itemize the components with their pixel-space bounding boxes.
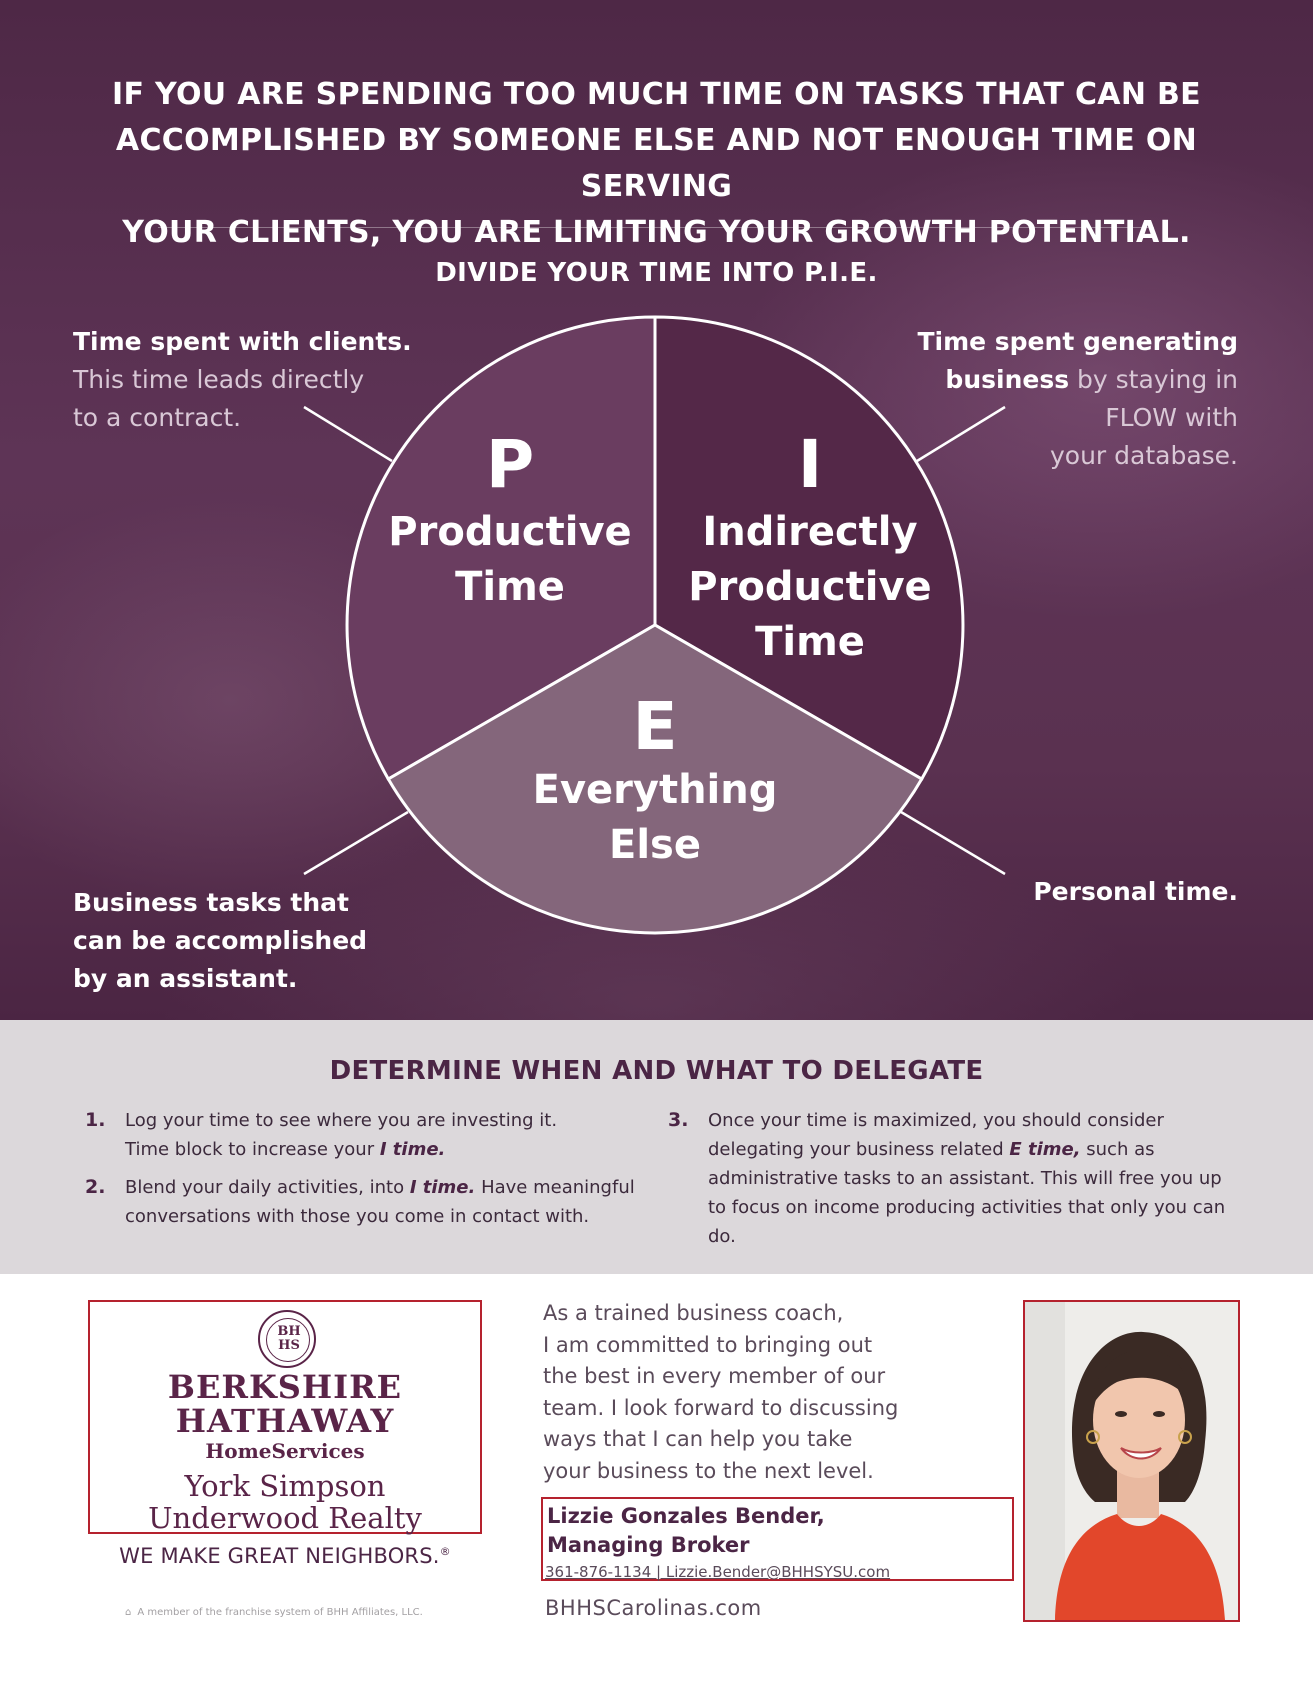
- step-2-text-a: Blend your daily activities, into: [125, 1177, 410, 1198]
- equal-housing-icon: ⌂: [125, 1607, 132, 1618]
- coach-statement: [543, 1298, 963, 1487]
- coach-line-3: the best in every member of our: [543, 1364, 886, 1388]
- step-3-text-b: such as administrative tasks to an assistant. This will free you up to focus on income producing activities that only you can do.: [708, 1139, 1226, 1247]
- brokerage-name: [90, 1470, 480, 1534]
- wedge-e-label: [515, 763, 795, 873]
- headline-line-2: ACCOMPLISHED BY SOMEONE ELSE AND NOT ENOUGH TIME ON SERVING: [115, 123, 1198, 204]
- step-1-text-b: Time block to increase your: [125, 1139, 380, 1160]
- contact-name: Lizzie Gonzales Bender,: [547, 1504, 825, 1528]
- brand-name-line-3: HomeServices: [205, 1439, 365, 1463]
- connector-bottom-left: [304, 812, 408, 874]
- note-bl-line-1: Business tasks that: [73, 888, 350, 917]
- wedge-p-label: [380, 505, 640, 615]
- note-indirect-line-3: your database.: [1049, 441, 1238, 470]
- note-indirect-line-2: FLOW with: [1105, 403, 1238, 432]
- franchise-note-text: A member of the franchise system of BHH Affiliates, LLC.: [137, 1607, 423, 1618]
- wedge-p-letter: P: [485, 426, 535, 503]
- delegate-title: DETERMINE WHEN AND WHAT TO DELEGATE: [329, 1056, 984, 1086]
- bhhs-seal-icon: [258, 1310, 316, 1368]
- connector-bottom-right: [901, 812, 1005, 874]
- step-2-emphasis: I time.: [409, 1177, 476, 1198]
- contact-title: Managing Broker: [547, 1533, 750, 1557]
- delegate-section: [0, 1020, 1313, 1274]
- delegate-step-3: [668, 1106, 1228, 1251]
- wedge-p-label-line-2: Time: [455, 564, 565, 610]
- tagline: [88, 1544, 482, 1568]
- note-bl-line-2: can be accomplished: [73, 926, 368, 955]
- note-indirect-tail: by staying in: [1069, 365, 1238, 394]
- wedge-e-label-line-2: Else: [609, 822, 701, 868]
- step-2-number: 2.: [85, 1176, 106, 1198]
- step-1-emphasis: I time.: [379, 1139, 446, 1160]
- note-everything-else-personal: [938, 873, 1238, 911]
- contact-name-block: [547, 1502, 825, 1560]
- brokerage-name-line-2: Underwood Realty: [148, 1501, 422, 1535]
- note-productive: [73, 323, 413, 437]
- headline-line-1: IF YOU ARE SPENDING TOO MUCH TIME ON TASKS THAT CAN BE: [112, 77, 1201, 112]
- step-1-line-b: [125, 1135, 645, 1164]
- website-link[interactable]: BHHSCarolinas.com: [545, 1596, 762, 1620]
- franchise-note: [125, 1607, 423, 1618]
- coach-line-4: team. I look forward to discussing: [543, 1395, 899, 1420]
- step-3-emphasis: E time,: [1009, 1139, 1081, 1160]
- note-productive-line-2: to a contract.: [73, 403, 242, 432]
- note-indirect-line-1: [878, 361, 1238, 399]
- step-2-text-b: Have meaningful conversations with those you come in contact with.: [125, 1177, 635, 1227]
- coach-line-5: ways that I can help you take: [543, 1427, 853, 1451]
- seal-text-line-2: HS: [278, 1338, 300, 1353]
- note-indirect: [878, 323, 1238, 475]
- pie-subheading: DIVIDE YOUR TIME INTO P.I.E.: [435, 258, 878, 288]
- seal-text: [260, 1325, 318, 1353]
- contact-card: [541, 1497, 1014, 1581]
- wedge-i-label: [670, 505, 950, 670]
- brand-name-line-2: HATHAWAY: [175, 1402, 395, 1440]
- note-indirect-strong: business: [945, 365, 1070, 394]
- step-1-number: 1.: [85, 1109, 106, 1131]
- delegate-step-1: [85, 1106, 645, 1164]
- note-productive-line-1: This time leads directly: [73, 365, 365, 394]
- seal-text-line-1: BH: [277, 1324, 301, 1339]
- note-bl-line-3: by an assistant.: [73, 964, 298, 993]
- tagline-text: WE MAKE GREAT NEIGHBORS.: [119, 1544, 440, 1568]
- wedge-p-label-line-1: Productive: [388, 509, 632, 555]
- wedge-i-letter: I: [797, 426, 823, 503]
- coach-line-1: As a trained business coach,: [543, 1301, 844, 1325]
- headline-line-3: YOUR CLIENTS, YOU ARE LIMITING YOUR GROWTH POTENTIAL.: [122, 215, 1191, 250]
- brand-logo: [88, 1300, 482, 1534]
- wedge-i-label-line-3: Time: [755, 619, 865, 665]
- note-br-line-1: Personal time.: [1033, 877, 1238, 906]
- wedge-e-letter: E: [632, 688, 678, 765]
- wedge-i-label-line-2: Productive: [688, 564, 932, 610]
- coach-line-2: I am committed to bringing out: [543, 1332, 873, 1357]
- brokerage-name-line-1: York Simpson: [184, 1469, 386, 1503]
- step-3-number: 3.: [668, 1109, 689, 1131]
- registered-mark: ®: [439, 1545, 451, 1558]
- agent-photo: [1023, 1300, 1240, 1622]
- note-productive-strong: Time spent with clients.: [73, 327, 412, 356]
- agent-portrait-image: [1025, 1302, 1238, 1620]
- wedge-i-label-line-1: Indirectly: [702, 509, 918, 555]
- step-3-text-a: Once your time is maximized, you should consider delegating your business related: [708, 1110, 1164, 1160]
- wedge-e-label-line-1: Everything: [532, 767, 778, 813]
- note-everything-else-business: [73, 884, 403, 998]
- brand-name-line-1: BERKSHIRE: [167, 1368, 403, 1406]
- contact-phone-email[interactable]: 361-876-1134 | Lizzie.Bender@BHHSYSU.com: [545, 1563, 891, 1581]
- step-1-line-a: Log your time to see where you are investing it.: [125, 1110, 558, 1131]
- coach-line-6: your business to the next level.: [543, 1458, 874, 1483]
- note-indirect-line-0: Time spent generating: [917, 327, 1238, 356]
- delegate-step-2: [85, 1173, 665, 1231]
